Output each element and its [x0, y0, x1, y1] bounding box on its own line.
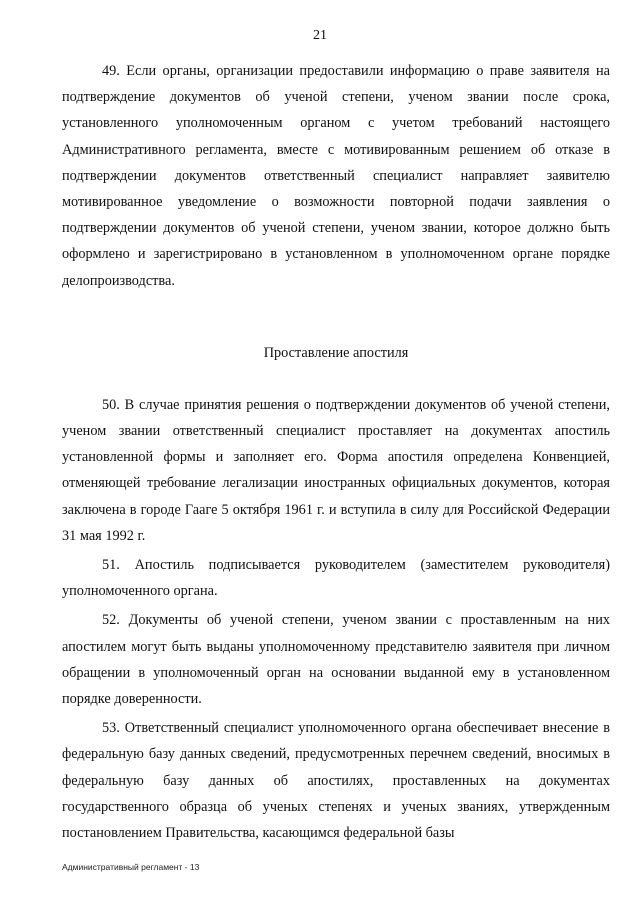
section-heading: Проставление апостиля — [263, 344, 409, 361]
paragraph-51: 51. Апостиль подписывается руководителем (заместителем руководителя) уполномоченного органа. — [62, 557, 610, 600]
page-number: 21 — [313, 28, 327, 43]
paragraph-50: 50. В случае принятия решения о подтверждении документов об ученой степени, ученом звании ответственный специалист проставляет на документах апостиль установленной формы и заполняет его. Форма апостиля определена Конвенцией, отменяющей требование легализации иностранных официальных документов, которая заключена в городе Гааге 5 октября 1961 г. и вступила в силу для Российской Федерации 31 мая 1992 г. — [62, 396, 610, 544]
document-body — [62, 58, 610, 846]
spacer — [62, 366, 610, 392]
paragraph-49: 49. Если органы, организации предоставили информацию о праве заявителя на подтверждение документов об ученой степени, ученом звании после срока, установленного уполномоченным органом с учетом требований настоящего Административного регламента, вместе с мотивированным решением об отказе в подтверждении документов ответственный специалист направляет заявителю мотивированное уведомление о возможности повторной подачи заявления о подтверждении документов об ученой степени, ученом звании, которое должно быть оформлено и зарегистрировано в установленном в уполномоченном органе порядке делопроизводства. — [62, 63, 610, 289]
spacer — [62, 294, 610, 340]
paragraph-52: 52. Документы об ученой степени, ученом звании с проставленным на них апостилем могут быть выданы уполномоченному представителю заявителя при личном обращении в уполномоченный орган на основании выданной ему в установленном порядке доверенности. — [62, 612, 610, 708]
paragraph-53: 53. Ответственный специалист уполномоченного органа обеспечивает внесение в федеральную базу данных сведений, предусмотренных перечнем сведений, вносимых в федеральную базу данных об апостилях, проставленных на документах государственного образца об ученых степенях и ученых званиях, утвержденным постановлением Правительства, касающимся федеральной базы — [62, 720, 610, 842]
page-footer: Административный регламент - 13 — [62, 862, 200, 872]
